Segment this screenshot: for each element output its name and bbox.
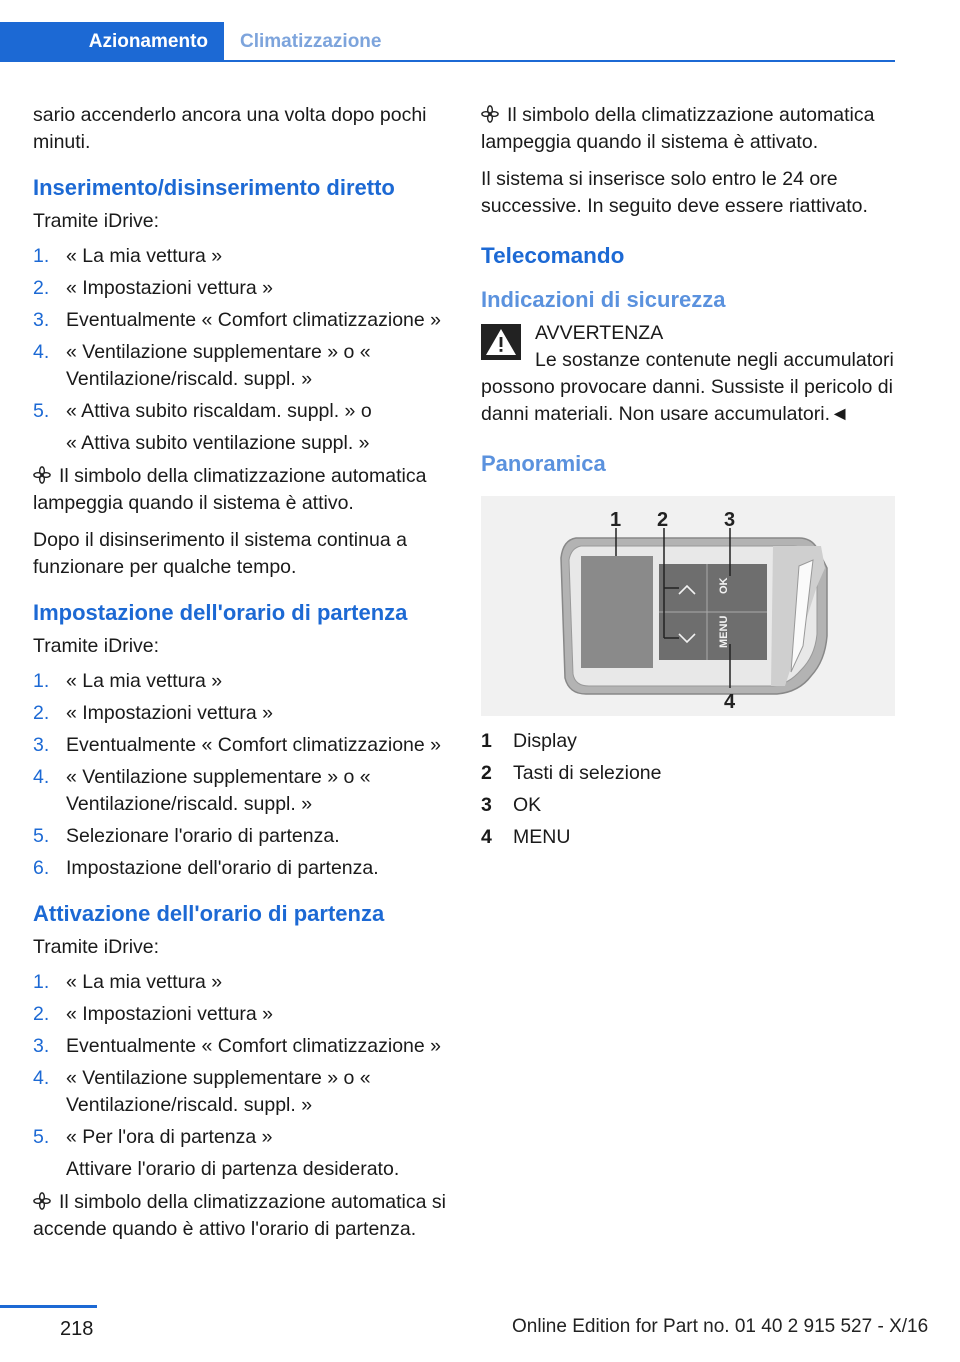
tab-azionamento[interactable] xyxy=(0,22,224,62)
warning-triangle-icon xyxy=(481,324,521,360)
step-list xyxy=(33,668,451,882)
menu-key-label: MENU xyxy=(718,615,730,648)
step-list xyxy=(33,243,451,457)
step-list xyxy=(33,969,451,1183)
intro-text: sario accenderlo ancora una volta dopo pochi minuti. xyxy=(33,104,427,153)
section-title: Attivazione dell'orario di partenza xyxy=(33,901,385,926)
note-text: Il simbolo della climatizzazione automatica lampeggia quando il sistema è attivato. xyxy=(481,104,875,153)
tab-label: Azionamento xyxy=(88,31,208,52)
subsection-title: Indicazioni di sicurezza xyxy=(481,287,726,312)
note-text: Dopo il disinserimento il sistema continua a funzionare per qualche tempo. xyxy=(33,529,407,578)
callout-4: 4 xyxy=(724,691,736,713)
subsection-title: Panoramica xyxy=(481,451,606,476)
list-item: 4. « Ventilazione supplementare » o « Ventilazione/riscald. suppl. » xyxy=(33,1067,371,1116)
left-column xyxy=(33,102,451,1253)
note-text: Il sistema si inserisce solo entro le 24 ore successive. In seguito deve essere riattivato. xyxy=(481,168,868,217)
lead-text: Tramite iDrive: xyxy=(33,210,160,232)
fan-icon xyxy=(33,1192,51,1210)
note-text: Il simbolo della climatizzazione automatica si accende quando è attivo l'orario di partenza. xyxy=(33,1191,446,1240)
note-text: Il simbolo della climatizzazione automatica lampeggia quando il sistema è attivo. xyxy=(33,465,427,514)
remote-key-figure xyxy=(481,496,895,716)
list-item: 2. « Impostazioni vettura » xyxy=(33,702,274,724)
list-item: 1 Display xyxy=(481,730,577,752)
list-item: 1. « La mia vettura » xyxy=(33,245,223,267)
callout-2: 2 xyxy=(657,509,669,531)
list-item: 5. Selezionare l'orario di partenza. xyxy=(33,825,340,847)
footer-rule xyxy=(0,1305,97,1308)
fan-icon xyxy=(33,466,51,484)
list-item: 2 Tasti di selezione xyxy=(481,762,662,784)
right-column xyxy=(481,102,895,856)
list-item: 3 OK xyxy=(481,794,542,816)
list-item: 6. Impostazione dell'orario di partenza. xyxy=(33,857,379,879)
section-title: Telecomando xyxy=(481,243,625,268)
list-item: 2. « Impostazioni vettura » xyxy=(33,1003,274,1025)
list-item: 3. Eventualmente « Comfort climatizzazione » xyxy=(33,309,442,331)
header-rule xyxy=(0,60,895,62)
list-item: 3. Eventualmente « Comfort climatizzazione » xyxy=(33,734,442,756)
list-item: 5. « Per l'ora di partenza » Attivare l'orario di partenza desiderato. xyxy=(33,1126,400,1180)
list-item: 3. Eventualmente « Comfort climatizzazione » xyxy=(33,1035,442,1057)
list-item: 5. « Attiva subito riscaldam. suppl. » o « Attiva subito ventilazione suppl. » xyxy=(33,400,372,454)
warning-text: Le sostanze contenute negli accumulatori possono provocare danni. Sussiste il pericolo di danni materiali. Non usare accumulatori.◄ xyxy=(481,349,894,425)
ok-key-label: OK xyxy=(718,577,730,594)
warning-title: AVVERTENZA xyxy=(535,322,664,344)
fan-icon xyxy=(481,105,499,123)
lead-text: Tramite iDrive: xyxy=(33,936,160,958)
list-item: 4. « Ventilazione supplementare » o « Ventilazione/riscald. suppl. » xyxy=(33,766,371,815)
list-item: 4. « Ventilazione supplementare » o « Ventilazione/riscald. suppl. » xyxy=(33,341,371,390)
list-item: 2. « Impostazioni vettura » xyxy=(33,277,274,299)
list-item: 4 MENU xyxy=(481,826,571,848)
remote-key-illustration xyxy=(481,496,895,716)
lead-text: Tramite iDrive: xyxy=(33,635,160,657)
page-number: 218 xyxy=(60,1318,94,1340)
list-item: 1. « La mia vettura » xyxy=(33,670,223,692)
section-title: Inserimento/disinserimento diretto xyxy=(33,175,395,200)
tab-label: Climatizzazione xyxy=(240,31,382,52)
list-item: 1. « La mia vettura » xyxy=(33,971,223,993)
callout-1: 1 xyxy=(610,509,622,531)
section-title: Impostazione dell'orario di partenza xyxy=(33,600,408,625)
figure-legend xyxy=(481,728,895,851)
tab-climatizzazione[interactable] xyxy=(240,22,381,62)
warning-box xyxy=(481,320,895,428)
callout-3: 3 xyxy=(724,509,736,531)
edition-text: Online Edition for Part no. 01 40 2 915 527 - X/16 xyxy=(512,1316,929,1337)
